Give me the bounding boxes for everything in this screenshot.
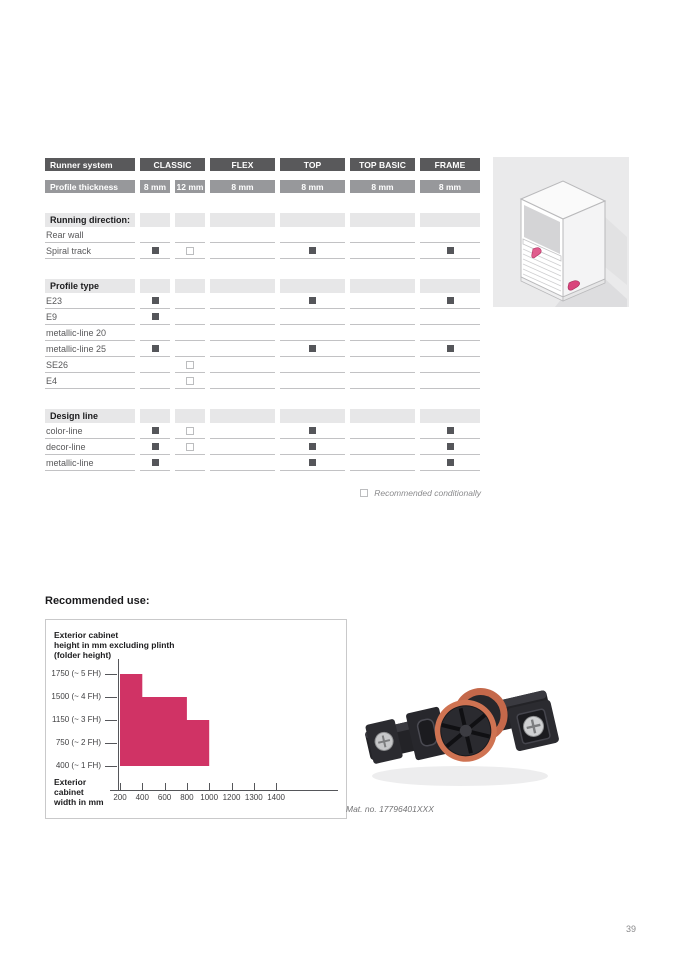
mark-cell [140, 227, 170, 243]
table-row [45, 279, 481, 293]
mark-cell [350, 227, 415, 243]
x-tick-label: 1000 [200, 793, 219, 802]
table-row [45, 455, 481, 471]
section-band-cell [350, 409, 415, 423]
table-row [45, 341, 481, 357]
table-row [45, 325, 481, 341]
y-tick-mark [105, 766, 117, 767]
section-title: Profile type [45, 279, 135, 293]
recommended-square-mark [447, 443, 454, 450]
conditional-square-icon [360, 489, 368, 497]
mark-cell [140, 325, 170, 341]
y-tick-mark [105, 674, 117, 675]
cabinet-isometric-drawing [493, 157, 629, 307]
mark-cell [175, 325, 205, 341]
mark-cell [210, 423, 275, 439]
mark-cell [280, 341, 345, 357]
table-row [45, 158, 481, 171]
row-label: metallic-line 25 [45, 341, 135, 357]
mark-cell [350, 309, 415, 325]
conditional-square-mark [186, 361, 194, 369]
mark-cell [175, 373, 205, 389]
section-band-cell [420, 279, 480, 293]
x-tick-label: 1300 [244, 793, 263, 802]
mark-cell [420, 341, 480, 357]
y-tick-label: 400 (~ 1 FH) [55, 761, 101, 770]
mark-cell [420, 373, 480, 389]
table-row [45, 213, 481, 227]
table-row [45, 243, 481, 259]
mark-cell [175, 439, 205, 455]
material-number-caption: Mat. no. 17796401XXX [346, 804, 434, 814]
recommended-square-mark [447, 247, 454, 254]
table-row [45, 439, 481, 455]
recommended-square-mark [152, 427, 159, 434]
y-title-line: (folder height) [54, 650, 112, 660]
y-tick-mark [105, 697, 117, 698]
section-title: Design line [45, 409, 135, 423]
runner-system-header-cell: Runner system [45, 158, 135, 171]
recommended-square-mark [447, 459, 454, 466]
mark-cell [420, 227, 480, 243]
recommended-square-mark [309, 297, 316, 304]
conditional-square-mark [186, 427, 194, 435]
conditional-square-mark [186, 443, 194, 451]
mark-cell [420, 357, 480, 373]
mark-cell [280, 243, 345, 259]
mark-cell [175, 309, 205, 325]
recommended-square-mark [152, 345, 159, 352]
mark-cell [175, 455, 205, 471]
x-tick-mark [187, 783, 188, 790]
table-row [45, 293, 481, 309]
mark-cell [350, 341, 415, 357]
page-number: 39 [625, 924, 636, 934]
thickness-cell: 8 mm [420, 180, 480, 193]
row-label: Rear wall [45, 227, 135, 243]
recommended-square-mark [152, 247, 159, 254]
section-band-cell [420, 213, 480, 227]
mark-cell [350, 293, 415, 309]
mark-cell [280, 227, 345, 243]
recommended-square-mark [309, 345, 316, 352]
mark-cell [350, 455, 415, 471]
row-label: metallic-line [45, 455, 135, 471]
x-title-line: width in mm [54, 797, 104, 807]
mark-cell [210, 357, 275, 373]
mark-cell [210, 309, 275, 325]
mark-cell [350, 439, 415, 455]
row-label: E23 [45, 293, 135, 309]
section-band-cell [175, 213, 205, 227]
mark-cell [210, 341, 275, 357]
mark-cell [140, 439, 170, 455]
table-row [45, 423, 481, 439]
section-band-cell [280, 213, 345, 227]
section-band-cell [175, 279, 205, 293]
section-band-cell [350, 279, 415, 293]
cabinet-illustration [493, 157, 629, 307]
section-band-cell [420, 409, 480, 423]
section-band-cell [280, 409, 345, 423]
y-tick-label: 750 (~ 2 FH) [55, 738, 101, 747]
y-title-line: height in mm excluding plinth [54, 640, 175, 650]
recommended-square-mark [309, 427, 316, 434]
mark-cell [175, 227, 205, 243]
mark-cell [420, 325, 480, 341]
table-row [45, 180, 481, 193]
mark-cell [140, 373, 170, 389]
table-row [45, 227, 481, 243]
mark-cell [280, 357, 345, 373]
runner-system-table [45, 158, 481, 498]
column-header-top-basic: TOP BASIC [350, 158, 415, 171]
section-band-cell [140, 213, 170, 227]
mark-cell [210, 455, 275, 471]
x-tick-label: 200 [113, 793, 127, 802]
mark-cell [175, 357, 205, 373]
column-header-frame: FRAME [420, 158, 480, 171]
x-tick-mark [165, 783, 166, 790]
product-photo-roller-runner [352, 648, 567, 800]
section-band-cell [140, 279, 170, 293]
x-tick-label: 1200 [222, 793, 241, 802]
thickness-cell: 12 mm [176, 181, 204, 192]
recommended-square-mark [152, 297, 159, 304]
y-tick-label: 1500 (~ 4 FH) [51, 692, 101, 701]
mark-cell [140, 423, 170, 439]
legend-label: Recommended conditionally [374, 488, 481, 498]
mark-cell [140, 309, 170, 325]
mark-cell [420, 423, 480, 439]
recommended-square-mark [447, 427, 454, 434]
recommended-square-mark [152, 443, 159, 450]
x-tick-label: 1400 [267, 793, 285, 802]
recommended-square-mark [309, 459, 316, 466]
mark-cell [420, 455, 480, 471]
mark-cell [350, 373, 415, 389]
recommended-square-mark [309, 443, 316, 450]
mark-cell [175, 423, 205, 439]
mark-cell [350, 357, 415, 373]
thickness-cell: 8 mm [350, 180, 415, 193]
mark-cell [280, 325, 345, 341]
y-tick-mark [105, 743, 117, 744]
mark-cell [420, 243, 480, 259]
mark-cell [210, 325, 275, 341]
recommended-square-mark [447, 345, 454, 352]
recommended-square-mark [447, 297, 454, 304]
recommended-use-heading: Recommended use: [45, 595, 150, 608]
recommended-use-chart [45, 619, 347, 819]
y-tick-mark [105, 720, 117, 721]
mark-cell [210, 439, 275, 455]
section-band-cell [210, 279, 275, 293]
row-label: E9 [45, 309, 135, 325]
table-row [45, 357, 481, 373]
table-row [45, 309, 481, 325]
conditional-square-mark [186, 377, 194, 385]
x-tick-mark [232, 783, 233, 790]
x-tick-label: 600 [157, 793, 172, 802]
section-title: Running direction: [45, 213, 135, 227]
conditional-square-mark [186, 247, 194, 255]
recommended-square-mark [152, 313, 159, 320]
mark-cell [210, 373, 275, 389]
profile-thickness-header-cell: Profile thickness [45, 180, 135, 193]
x-title-line: Exterior cabinet [54, 777, 87, 797]
mark-cell [140, 243, 170, 259]
y-title-line: Exterior cabinet [54, 630, 119, 640]
mark-cell [280, 423, 345, 439]
row-label: E4 [45, 373, 135, 389]
table-row [45, 373, 481, 389]
mark-cell [350, 325, 415, 341]
x-tick-label: 800 [180, 793, 194, 802]
section-band-cell [350, 213, 415, 227]
mark-cell [140, 455, 170, 471]
mark-cell [280, 309, 345, 325]
section-band-cell [280, 279, 345, 293]
section-band-cell [210, 409, 275, 423]
y-axis-line [118, 659, 119, 790]
mark-cell [210, 243, 275, 259]
column-header-flex: FLEX [210, 158, 275, 171]
row-label: color-line [45, 423, 135, 439]
y-tick-label: 1150 (~ 3 FH) [52, 715, 101, 724]
x-axis-line [110, 790, 338, 791]
section-band-cell [175, 409, 205, 423]
section-band-cell [210, 213, 275, 227]
row-label: Spiral track [45, 243, 135, 259]
row-label: SE26 [45, 357, 135, 373]
mark-cell [350, 423, 415, 439]
mark-cell [280, 455, 345, 471]
mark-cell [210, 293, 275, 309]
recommended-square-mark [309, 247, 316, 254]
x-tick-mark [142, 783, 143, 790]
mark-cell [350, 243, 415, 259]
recommended-square-mark [152, 459, 159, 466]
mark-cell [420, 293, 480, 309]
mark-cell [280, 439, 345, 455]
x-tick-mark [209, 783, 210, 790]
mark-cell [280, 293, 345, 309]
table-row [45, 409, 481, 423]
mark-cell [420, 439, 480, 455]
thickness-cell: 8 mm [280, 180, 345, 193]
row-label: decor-line [45, 439, 135, 455]
thickness-cell: 8 mm [210, 180, 275, 193]
row-label: metallic-line 20 [45, 325, 135, 341]
thickness-cell: 8 mm [140, 180, 170, 193]
x-tick-label: 400 [135, 793, 149, 802]
roller-runner-drawing [352, 648, 567, 800]
mark-cell [210, 227, 275, 243]
y-tick-label: 1750 (~ 5 FH) [51, 669, 101, 678]
x-tick-mark [254, 783, 255, 790]
mark-cell [175, 243, 205, 259]
table-legend [45, 488, 481, 498]
column-header-classic: CLASSIC [140, 158, 205, 171]
mark-cell [420, 309, 480, 325]
x-tick-mark [276, 783, 277, 790]
mark-cell [140, 341, 170, 357]
mark-cell [140, 293, 170, 309]
mark-cell [175, 341, 205, 357]
x-tick-mark [120, 783, 121, 790]
mark-cell [175, 293, 205, 309]
mark-cell [140, 357, 170, 373]
mark-cell [280, 373, 345, 389]
column-header-top: TOP [280, 158, 345, 171]
section-band-cell [140, 409, 170, 423]
